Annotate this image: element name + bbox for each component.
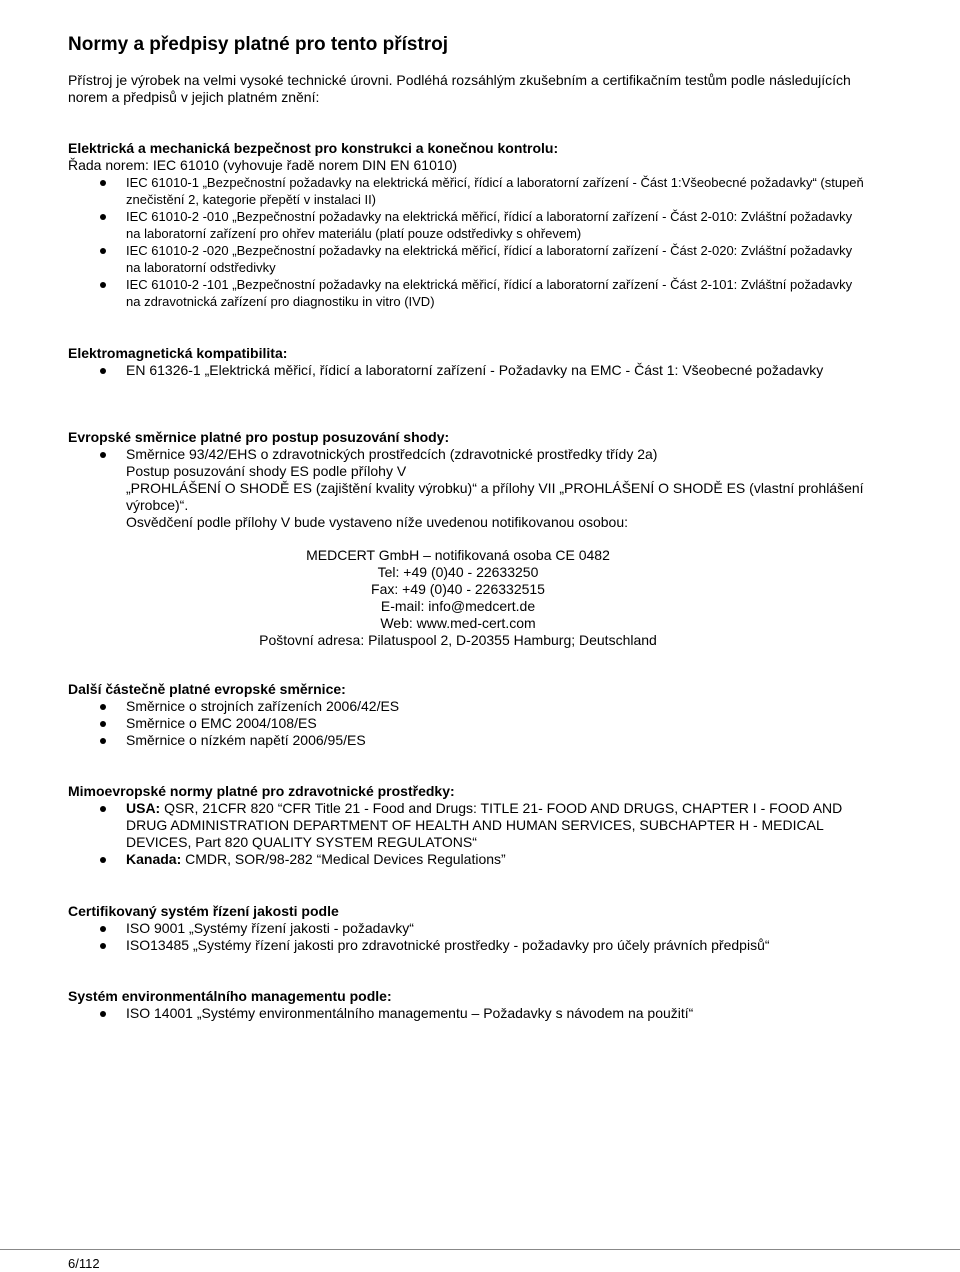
list-item: ISO 14001 „Systémy environmentálního managementu – Požadavky s návodem na použití“ xyxy=(68,1005,868,1022)
list-item: EN 61326-1 „Elektrická měřicí, řídicí a laboratorní zařízení - Požadavky na EMC - Část 1: Všeobecné požadavky xyxy=(68,362,868,379)
notified-body-email: E-mail: info@medcert.de xyxy=(380,598,536,614)
section-quality-management xyxy=(68,903,868,954)
bullet-list xyxy=(68,698,868,749)
page-title: Normy a předpisy platné pro tento přístroj xyxy=(68,34,449,55)
bullet-list xyxy=(68,1005,868,1022)
notified-body-contact xyxy=(68,547,868,649)
page-number: 6/112 xyxy=(68,1256,100,1271)
notified-body-address: Poštovní adresa: Pilatuspool 2, D-20355 Hamburg; Deutschland xyxy=(259,632,657,648)
bullet-list xyxy=(68,920,868,954)
list-item: Směrnice o strojních zařízeních 2006/42/ES xyxy=(68,698,868,715)
country-label: Kanada: xyxy=(126,851,182,867)
notified-body-fax: Fax: +49 (0)40 - 226332515 xyxy=(371,581,545,597)
section-heading: Elektrická a mechanická bezpečnost pro konstrukci a konečnou kontrolu: xyxy=(68,140,559,156)
list-item: Směrnice o nízkém napětí 2006/95/ES xyxy=(68,732,868,749)
section-heading: Elektromagnetická kompatibilita: xyxy=(68,345,288,361)
section-electrical-safety xyxy=(68,140,868,310)
section-heading: Systém environmentálního managementu podle: xyxy=(68,988,392,1004)
section-emc xyxy=(68,345,868,379)
list-item: ISO13485 „Systémy řízení jakosti pro zdravotnické prostředky - požadavky pro účely právních předpisů“ xyxy=(68,937,868,954)
bullet-list xyxy=(68,362,868,379)
list-item: Směrnice 93/42/EHS o zdravotnických prostředcích (zdravotnické prostředky třídy 2a) xyxy=(68,446,868,463)
section-heading: Další částečně platné evropské směrnice: xyxy=(68,681,346,697)
section-heading: Evropské směrnice platné pro postup posuzování shody: xyxy=(68,429,450,445)
list-item: IEC 61010-2 -010 „Bezpečnostní požadavky na elektrická měřicí, řídicí a laboratorní zařízení - Část 2-010: Zvláštní požadavky na laboratorní zařízení pro ohřev materiálu (platí pouze odstředivky s ohřevem) xyxy=(68,208,868,242)
list-item: IEC 61010-1 „Bezpečnostní požadavky na elektrická měřicí, řídicí a laboratorní zařízení - Část 1:Všeobecné požadavky“ (stupeň znečistění 2, kategorie přepětí v instalaci II) xyxy=(68,174,868,208)
section-other-directives xyxy=(68,681,868,749)
standards-series-line: Řada norem: IEC 61010 (vyhovuje řadě norem DIN EN 61010) xyxy=(68,157,458,173)
notified-body-web: Web: www.med-cert.com xyxy=(380,615,536,631)
section-environmental-management xyxy=(68,988,868,1022)
bullet-list xyxy=(68,800,868,868)
conformity-procedure: Postup posuzování shody ES podle přílohy V xyxy=(126,463,407,479)
list-item: ISO 9001 „Systémy řízení jakosti - požadavky“ xyxy=(68,920,868,937)
section-non-eu-standards xyxy=(68,783,868,868)
notified-body-phone: Tel: +49 (0)40 - 22633250 xyxy=(377,564,539,580)
list-item: Směrnice o EMC 2004/108/ES xyxy=(68,715,868,732)
section-heading: Mimoevropské normy platné pro zdravotnické prostředky: xyxy=(68,783,455,799)
standard-text: CMDR, SOR/98-282 “Medical Devices Regulations” xyxy=(181,851,506,867)
list-item: IEC 61010-2 -101 „Bezpečnostní požadavky na elektrická měřicí, řídicí a laboratorní zařízení - Část 2-101: Zvláštní požadavky na zdravotnická zařízení pro diagnostiku in vitro (IVD) xyxy=(68,276,868,310)
standard-text: QSR, 21CFR 820 “CFR Title 21 - Food and Drugs: TITLE 21- FOOD AND DRUGS, CHAPTER I - FOOD AND DRUG ADMINISTRATION DEPARTMENT OF HEALTH AND HUMAN SERVICES, SUBCHAPTER H - MEDICAL DEVICES, Part 820 QUALITY SYSTEM REGULATONS“ xyxy=(126,800,843,850)
bullet-list xyxy=(68,446,868,463)
section-eu-directives xyxy=(68,429,868,531)
list-item xyxy=(68,800,868,851)
section-heading: Certifikovaný systém řízení jakosti podle xyxy=(68,903,339,919)
list-item xyxy=(68,851,868,868)
certificate-text: Osvědčení podle přílohy V bude vystaveno níže uvedenou notifikovanou osobou: xyxy=(126,514,629,530)
bullet-list xyxy=(68,174,868,310)
intro-paragraph: Přístroj je výrobek na velmi vysoké technické úrovni. Podléhá rozsáhlým zkušebním a certifikačním testům podle následujících norem a předpisů v jejich platném znění: xyxy=(68,72,851,105)
country-label: USA: xyxy=(126,800,161,816)
declaration-text: „PROHLÁŠENÍ O SHODĚ ES (zajištění kvality výrobku)“ a přílohy VII „PROHLÁŠENÍ O SHODĚ ES (vlastní prohlášení výrobce)“. xyxy=(126,480,864,513)
list-item: IEC 61010-2 -020 „Bezpečnostní požadavky na elektrická měřicí, řídicí a laboratorní zařízení - Část 2-020: Zvláštní požadavky na laboratorní odstředivky xyxy=(68,242,868,276)
footer-divider xyxy=(0,1249,960,1250)
notified-body-name: MEDCERT GmbH – notifikovaná osoba CE 0482 xyxy=(306,547,610,563)
